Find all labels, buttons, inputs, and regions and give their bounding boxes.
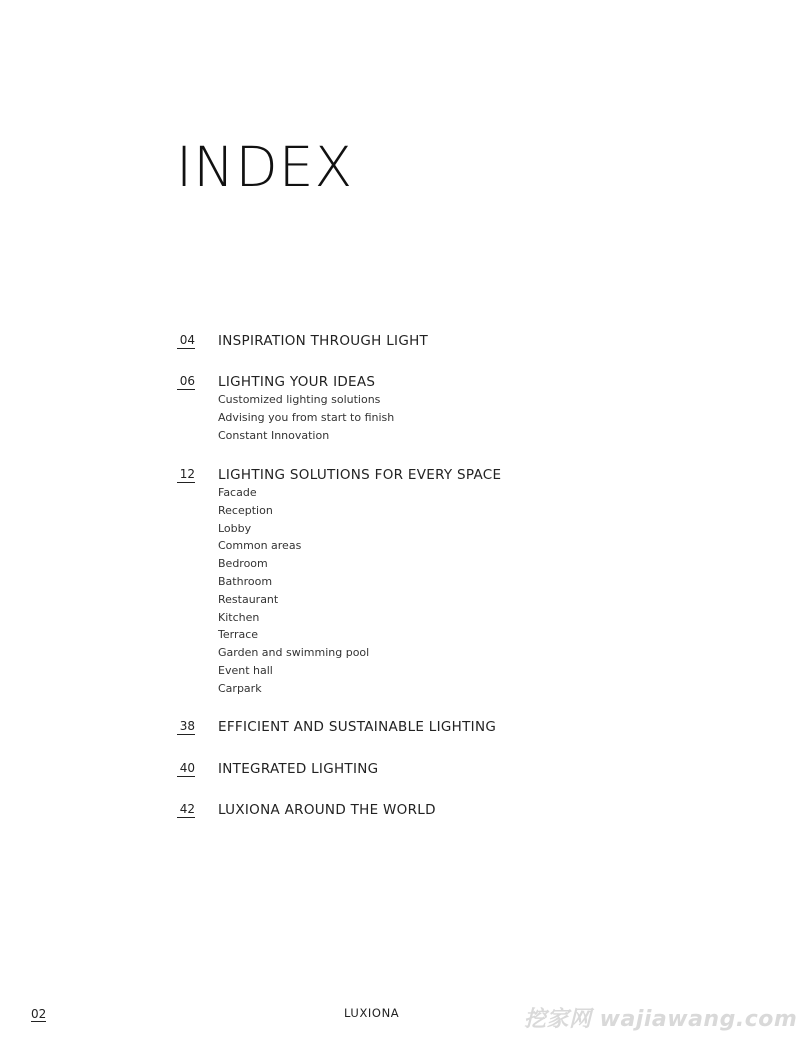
- toc-subitem[interactable]: Advising you from start to finish: [218, 410, 395, 424]
- toc-heading[interactable]: INSPIRATION THROUGH LIGHT: [218, 333, 429, 349]
- toc-page-number: 42: [177, 802, 195, 818]
- toc-page-number: 38: [177, 719, 195, 735]
- watermark: 挖家网 wajiawang.com: [524, 1007, 797, 1032]
- toc-heading[interactable]: EFFICIENT AND SUSTAINABLE LIGHTING: [218, 719, 497, 735]
- toc-subitem[interactable]: Reception: [218, 503, 273, 517]
- toc-page-number: 04: [177, 333, 195, 349]
- toc-subitems: [218, 391, 394, 444]
- toc-subitem[interactable]: Restaurant: [218, 592, 279, 606]
- toc-subitem[interactable]: Event hall: [218, 663, 273, 677]
- toc-subitem[interactable]: Kitchen: [218, 610, 260, 624]
- toc-subitem[interactable]: Bathroom: [218, 574, 273, 588]
- toc-subitem[interactable]: Common areas: [218, 539, 302, 553]
- toc-subitem[interactable]: Facade: [218, 486, 257, 499]
- toc-heading[interactable]: INTEGRATED LIGHTING: [218, 761, 379, 777]
- page-title: INDEX: [176, 135, 354, 199]
- toc-subitems: [218, 484, 369, 698]
- toc-subitem[interactable]: Garden and swimming pool: [218, 646, 370, 660]
- toc-subitem[interactable]: Terrace: [218, 628, 259, 642]
- toc-page-number: 06: [177, 374, 195, 390]
- toc-subitem[interactable]: Lobby: [218, 521, 252, 535]
- toc-subitem[interactable]: Customized lighting solutions: [218, 393, 381, 406]
- page-number: 02: [31, 1007, 47, 1021]
- toc-heading[interactable]: LIGHTING SOLUTIONS FOR EVERY SPACE: [218, 467, 502, 483]
- toc-subitem[interactable]: Constant Innovation: [218, 428, 330, 442]
- toc-heading[interactable]: LIGHTING YOUR IDEAS: [218, 374, 376, 390]
- toc-page-number: 40: [177, 761, 195, 777]
- toc-subitem[interactable]: Carpark: [218, 681, 262, 695]
- toc-heading[interactable]: LUXIONA AROUND THE WORLD: [218, 802, 436, 818]
- toc-page-number: 12: [177, 467, 195, 483]
- brand-logo: LUXIONA: [344, 1006, 400, 1020]
- toc-subitem[interactable]: Bedroom: [218, 557, 268, 571]
